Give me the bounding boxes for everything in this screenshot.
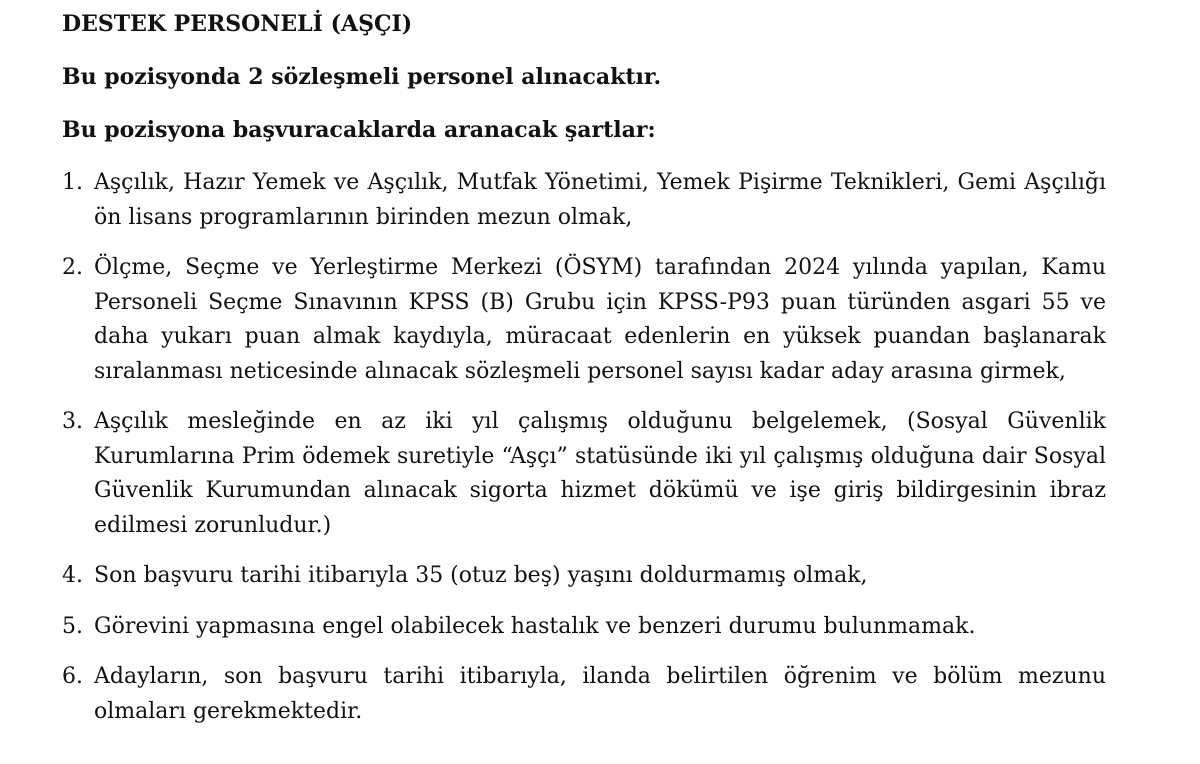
requirement-item: [62, 166, 1106, 235]
positions-note: Bu pozisyonda 2 sözleşmeli personel alınacaktır.: [62, 64, 662, 90]
requirement-number: 2.: [62, 255, 83, 280]
requirements-heading: Bu pozisyona başvuracaklarda aranacak şartlar:: [62, 117, 656, 143]
requirement-number: 4.: [62, 563, 83, 588]
requirement-item: [62, 660, 1106, 729]
requirement-text: Görevini yapmasına engel olabilecek hastalık ve benzeri durumu bulunmamak.: [94, 613, 976, 639]
requirement-text: Aşçılık mesleğinde en az iki yıl çalışmış olduğunu belgelemek, (Sosyal Güvenlik Kurumlarına Prim ödemek suretiyle “Aşçı” statüsünde iki yıl çalışmış olduğuna dair Sosyal Güvenlik Kurumundan alınacak sigorta hizmet dökümü ve işe giriş bildirgesinin ibraz edilmesi zorunludur.): [94, 409, 1106, 538]
requirement-text: Adayların, son başvuru tarihi itibarıyla, ilanda belirtilen öğrenim ve bölüm mezunu olmaları gerekmektedir.: [94, 664, 1106, 724]
requirement-number: 1.: [62, 170, 83, 195]
requirement-item: [62, 610, 1106, 645]
requirement-number: 3.: [62, 409, 83, 434]
requirement-text: Son başvuru tarihi itibarıyla 35 (otuz beş) yaşını doldurmamış olmak,: [94, 563, 868, 588]
requirements-list: [62, 166, 1106, 729]
requirement-number: 6.: [62, 664, 83, 689]
requirement-item: [62, 559, 1106, 594]
requirement-text: Aşçılık, Hazır Yemek ve Aşçılık, Mutfak Yönetimi, Yemek Pişirme Teknikleri, Gemi Aşçılığı ön lisans programlarının birinden mezun olmak,: [94, 170, 1106, 230]
requirement-text: Ölçme, Seçme ve Yerleştirme Merkezi (ÖSYM) tarafından 2024 yılında yapılan, Kamu Personeli Seçme Sınavının KPSS (B) Grubu için KPSS-P93 puan türünden asgari 55 ve daha yukarı puan almak kaydıyla, müracaat edenlerin en yüksek puandan başlanarak sıralanması neticesinde alınacak sözleşmeli personel sayısı kadar aday arasına girmek,: [94, 255, 1106, 384]
requirement-item: [62, 405, 1106, 543]
requirement-item: [62, 251, 1106, 389]
document-title: DESTEK PERSONELİ (AŞÇI): [62, 11, 413, 37]
requirement-number: 5.: [62, 613, 83, 639]
